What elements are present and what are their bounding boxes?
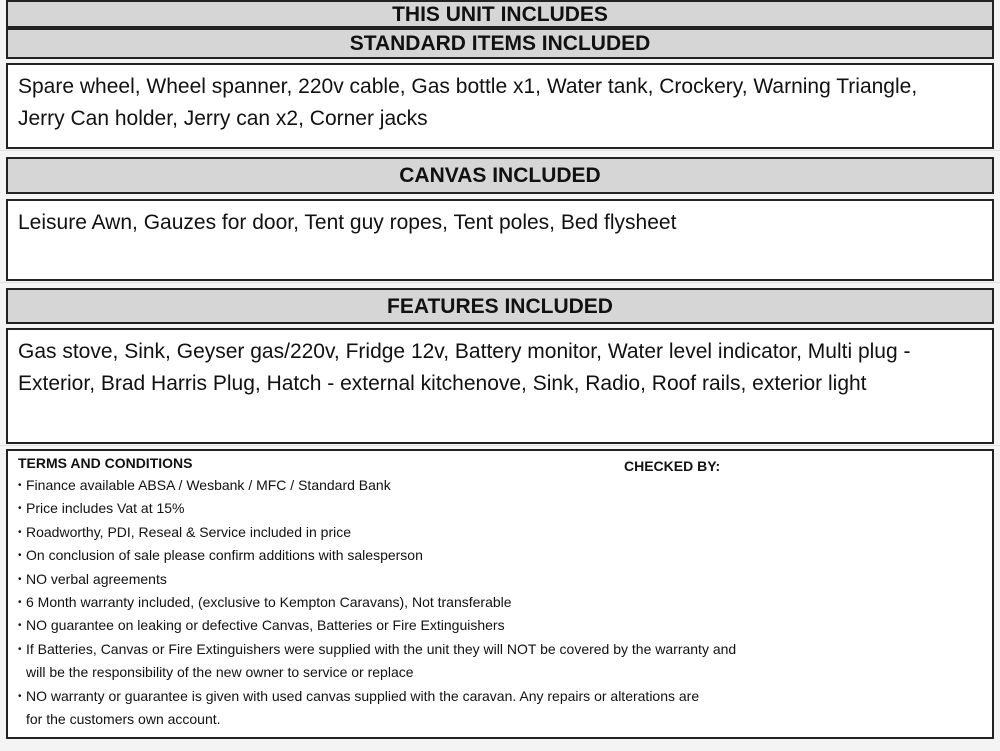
standard-items-heading: STANDARD ITEMS INCLUDED (349, 32, 651, 55)
terms-item: • If Batteries, Canvas or Fire Extinguishers were supplied with the unit they will NOT be covered by the warranty and will be the responsibility of the new owner to service or replace (18, 638, 746, 685)
terms-item: • Price includes Vat at 15% (18, 497, 982, 520)
canvas-header (6, 157, 994, 194)
standard-items-line-1: Spare wheel, Wheel spanner, 220v cable, Gas bottle x1, Water tank, Crockery, Warning Triangle, (18, 75, 918, 98)
canvas-heading: CANVAS INCLUDED (399, 164, 601, 187)
terms-heading: TERMS AND CONDITIONS (18, 455, 193, 471)
features-line-2: Exterior, Brad Harris Plug, Hatch - external kitchenove, Sink, Radio, Roof rails, exterior light (18, 372, 867, 395)
page-title (6, 0, 994, 28)
features-heading: FEATURES INCLUDED (387, 294, 613, 318)
terms-box (6, 449, 994, 739)
terms-item: • NO warranty or guarantee is given with used canvas supplied with the caravan. Any repairs or alterations are for the customers own account. (18, 685, 706, 732)
terms-item: • NO verbal agreements (18, 568, 982, 591)
terms-item: • 6 Month warranty included, (exclusive to Kempton Caravans), Not transferable (18, 591, 982, 614)
canvas-line-1: Leisure Awn, Gauzes for door, Tent guy ropes, Tent poles, Bed flysheet (18, 211, 677, 234)
features-header (6, 288, 994, 324)
features-box (6, 328, 994, 444)
grid-line (0, 445, 1000, 446)
terms-item: • Roadworthy, PDI, Reseal & Service included in price (18, 521, 982, 544)
page-title-text: THIS UNIT INCLUDES (392, 2, 608, 26)
terms-item: • On conclusion of sale please confirm additions with salesperson (18, 544, 982, 567)
terms-item: • NO guarantee on leaking or defective Canvas, Batteries or Fire Extinguishers (18, 614, 982, 637)
standard-items-line-2: Jerry Can holder, Jerry can x2, Corner jacks (18, 107, 428, 130)
checked-by-label: CHECKED BY: (624, 458, 721, 474)
standard-items-header (6, 28, 994, 59)
grid-line (0, 150, 1000, 151)
grid-line (0, 282, 1000, 283)
terms-item: • Finance available ABSA / Wesbank / MFC / Standard Bank (18, 474, 982, 497)
terms-list (18, 474, 982, 731)
canvas-box (6, 199, 994, 281)
standard-items-box (6, 63, 994, 149)
features-line-1: Gas stove, Sink, Geyser gas/220v, Fridge 12v, Battery monitor, Water level indicator, Multi plug - (18, 340, 911, 363)
